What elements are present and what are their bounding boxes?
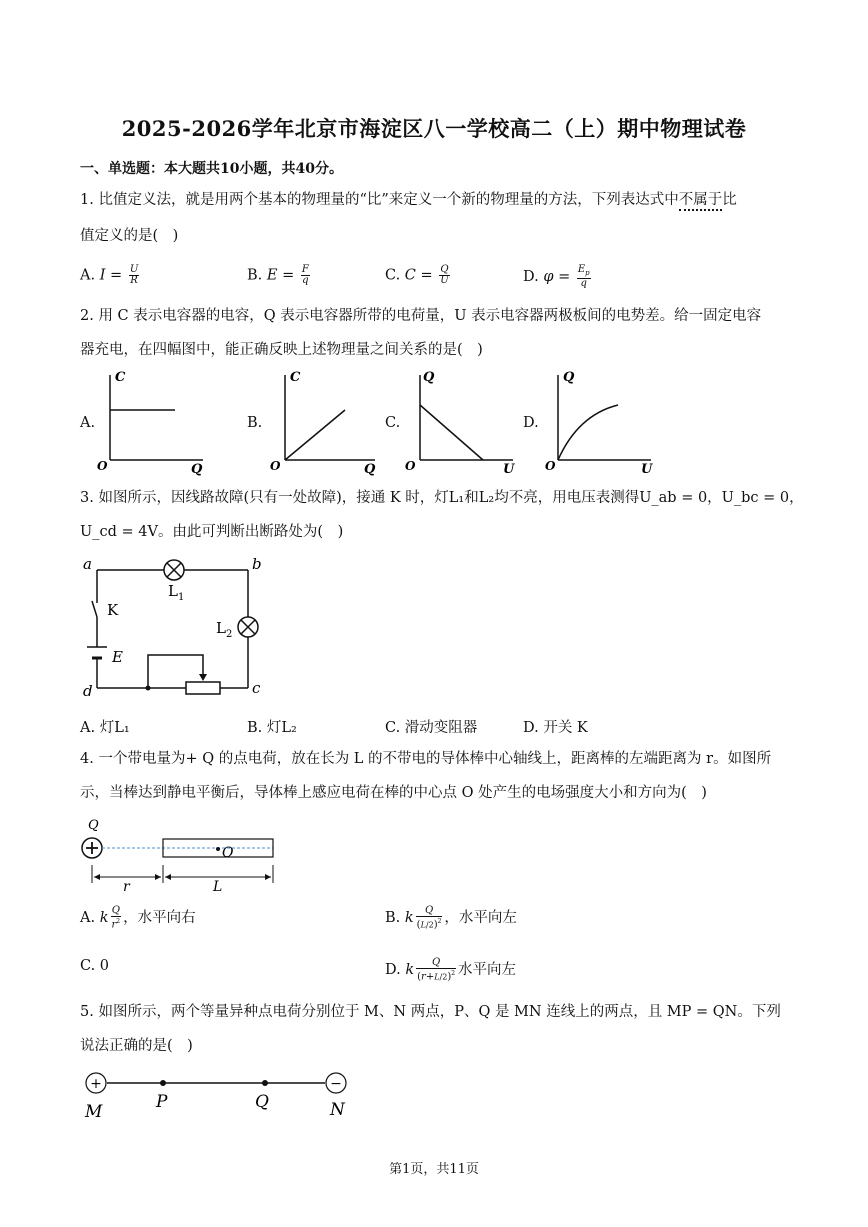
lamp-l2-label: $L_2$ (216, 619, 233, 640)
switch-k (92, 601, 97, 617)
q5-figure (80, 1070, 370, 1125)
label-p: P (156, 1092, 168, 1112)
point-p (160, 1080, 166, 1086)
origin-label: O (405, 459, 416, 473)
label-n: N (330, 1100, 345, 1120)
origin-label: O (545, 459, 556, 473)
curve (420, 405, 483, 460)
q4-line2: 示，当棒达到静电平衡后，导体棒上感应电荷在棒的中心点 O 处产生的电场强度大小和方向为( ) (80, 785, 707, 801)
q3-option-b: B. 灯L₂ (247, 720, 297, 736)
origin-label: O (270, 459, 281, 473)
y-axis-label: Q (563, 370, 575, 385)
dim-l-label: L (213, 879, 223, 895)
q4-option-a: A. k $\frac{Q}{r^2}$ ，水平向右 (80, 905, 196, 931)
q2-graph-c (405, 365, 525, 475)
q2-label-b: B. (247, 415, 263, 431)
center-point (216, 847, 220, 851)
q4-option-c: C. 0 (80, 958, 110, 974)
page-footer: 第1页，共11页 (389, 1162, 479, 1177)
q2-graph-a (95, 365, 215, 475)
rheostat (186, 682, 220, 694)
q3-line2: U_cd = 4V。由此可判断出断路处为( ) (80, 524, 344, 540)
q1-line1 (80, 190, 737, 210)
q1-option-a: A. I = $\frac{U}{R}$ (80, 264, 139, 286)
x-axis-label: Q (364, 462, 376, 477)
q4-figure (78, 815, 288, 895)
q2-label-a: A. (80, 415, 96, 431)
q4-line1: 4. 一个带电量为+ Q 的点电荷，放在长为 L 的不带电的导体棒中心轴线上，距离棒的左端距离为 r。如图所 (80, 751, 772, 767)
switch-label: K (107, 601, 119, 619)
x-axis-label: Q (191, 462, 203, 477)
minus-sign: − (330, 1076, 342, 1092)
x-axis-label: U (503, 462, 515, 477)
option-label: B. (247, 267, 263, 284)
page-title: 2025-2026学年北京市海淀区八一学校高二（上）期中物理试卷 (121, 116, 747, 141)
q1-text-b: 比 (722, 192, 737, 208)
rheostat-arrow (199, 674, 207, 681)
y-axis-label: C (115, 370, 126, 385)
q2-graph-d (543, 365, 663, 475)
arrowhead (94, 874, 100, 880)
node-c: c (252, 679, 261, 697)
q5-line1: 5. 如图所示，两个等量异种点电荷分别位于 M、N 两点，P、Q 是 MN 连线上的两点，且 MP = QN。下列 (80, 1004, 781, 1020)
q2-label-c: C. (385, 415, 401, 431)
junction-dot (146, 686, 151, 691)
option-label: C. (385, 267, 401, 284)
plus-sign: + (90, 1076, 102, 1092)
q1-option-b: B. E = $\frac{F}{q}$ (247, 264, 309, 286)
point-q (262, 1080, 268, 1086)
label-m: M (85, 1102, 103, 1122)
charge-label: Q (88, 818, 99, 833)
curve (285, 410, 345, 460)
q1-option-d: D. φ = $\frac{E_p}{q}$ (523, 264, 590, 289)
origin-label: O (97, 459, 108, 473)
q2-label-d: D. (523, 415, 539, 431)
q1-emphasis: 不属于 (679, 192, 723, 211)
q2-graph-b (270, 365, 390, 475)
q1-line2: 值定义的是( ) (80, 228, 179, 244)
arrowhead (265, 874, 271, 880)
q3-option-c: C. 滑动变阻器 (385, 720, 478, 736)
label-q: Q (255, 1092, 269, 1112)
q2-line2: 器充电，在四幅图中，能正确反映上述物理量之间关系的是( ) (80, 342, 483, 358)
x-axis-label: U (641, 462, 653, 477)
option-label: D. (523, 269, 539, 285)
node-d: d (83, 682, 93, 700)
option-label: A. (80, 267, 96, 284)
node-a: a (83, 555, 92, 573)
battery-label: E (112, 648, 123, 666)
q1-text-a: 1. 比值定义法，就是用两个基本的物理量的“比”来定义一个新的物理量的方法，下列表达式中 (80, 192, 679, 208)
q3-option-d: D. 开关 K (523, 720, 588, 736)
lamp-l1-label: $L_1$ (168, 582, 185, 603)
q1-option-c: C. C = $\frac{Q}{U}$ (385, 264, 449, 286)
q4-option-d: D. k $\frac{Q}{(r+L/2)^2}$ 水平向左 (385, 957, 517, 983)
center-label: O (222, 845, 234, 861)
y-axis-label: C (290, 370, 301, 385)
curve (558, 405, 618, 460)
arrowhead (165, 874, 171, 880)
q3-line1: 3. 如图所示，因线路故障(只有一处故障)，接通 K 时，灯L₁和L₂均不亮，用电压表测得U_ab = 0，U_bc = 0， (80, 490, 804, 506)
q4-option-b: B. k $\frac{Q}{(L/2)^2}$ ，水平向左 (385, 905, 517, 931)
q3-option-a: A. 灯L₁ (80, 720, 130, 736)
q5-line2: 说法正确的是( ) (80, 1038, 193, 1054)
section-heading: 一、单选题：本大题共10小题，共40分。 (80, 161, 343, 177)
y-axis-label: Q (423, 370, 435, 385)
arrowhead (155, 874, 161, 880)
q3-circuit (80, 555, 280, 705)
q2-line1: 2. 用 C 表示电容器的电容，Q 表示电容器所带的电荷量，U 表示电容器两极板间的电势差。给一固定电容 (80, 308, 762, 324)
dim-r-label: r (123, 879, 130, 895)
node-b: b (252, 555, 262, 573)
